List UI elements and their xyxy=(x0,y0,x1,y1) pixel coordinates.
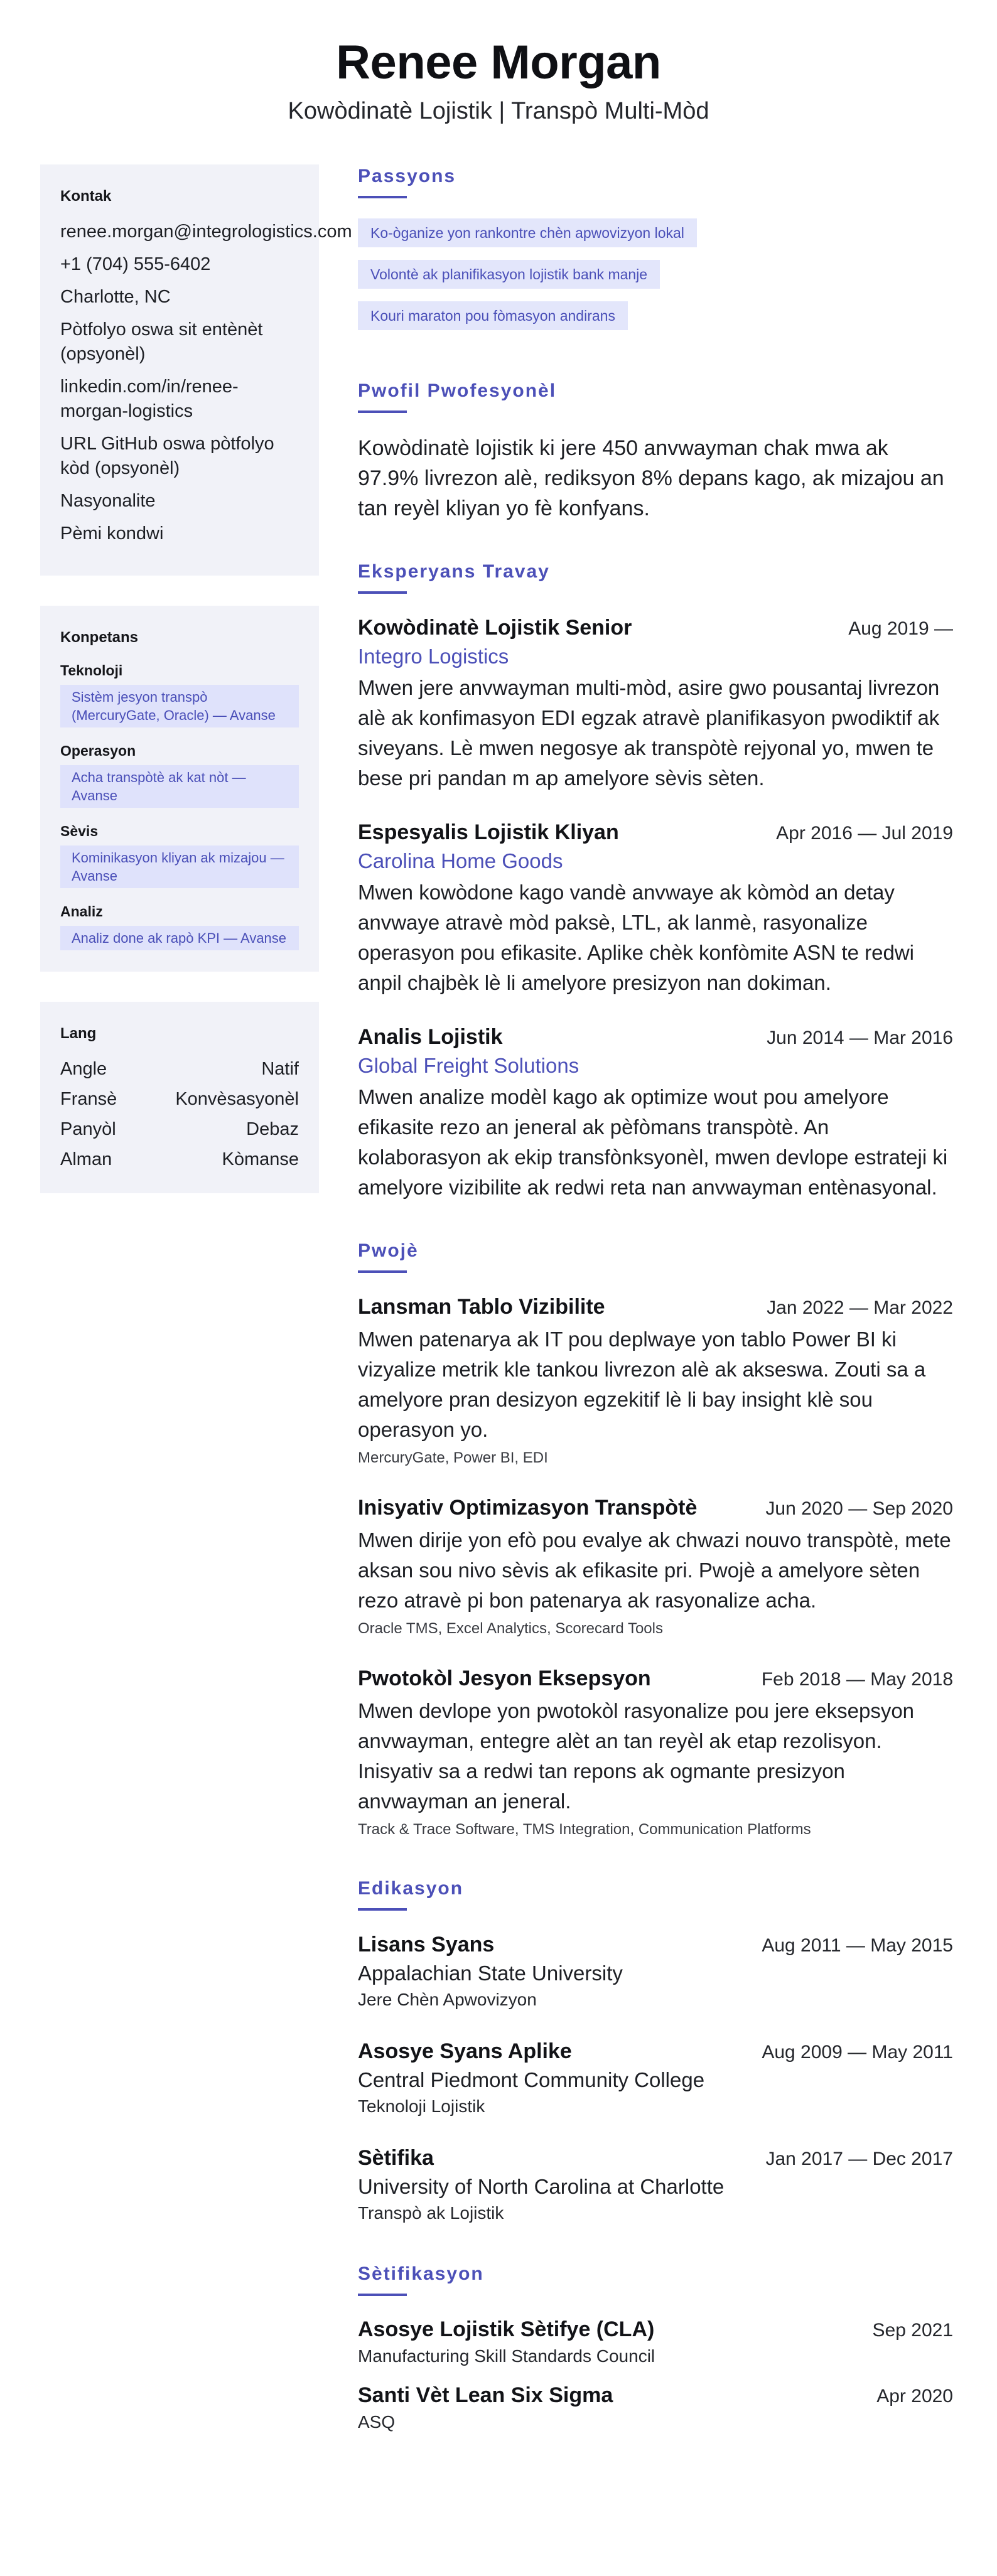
resume-header xyxy=(0,33,997,127)
certification-issuer: Manufacturing Skill Standards Council xyxy=(358,2346,655,2366)
project-tools: Oracle TMS, Excel Analytics, Scorecard Tools xyxy=(358,1620,663,1637)
section-title: Pwofil Pwofesyonèl xyxy=(358,380,557,401)
skill-tag: Acha transpòtè ak kat nòt — Avanse xyxy=(60,765,299,808)
skill-tag: Sistèm jesyon transpò (MercuryGate, Oracle) — Avanse xyxy=(60,685,299,727)
section-title: Passyons xyxy=(358,166,456,186)
project-entry xyxy=(358,1494,953,1640)
profile-summary: Kowòdinatè lojistik ki jere 450 anvwayman chak mwa ak 97.9% livrezon alè, rediksyon 8% depans kago, ak mizajou an tan reyèl kliyan yo fè konfyans. xyxy=(358,436,944,520)
contact-nationality: Nasyonalite xyxy=(60,491,156,511)
project-entry xyxy=(358,1665,953,1840)
section-divider xyxy=(358,1908,407,1911)
passion-tag: Kouri maraton pou fòmasyon andirans xyxy=(358,301,628,330)
section-title: Edikasyon xyxy=(358,1878,464,1899)
education-entry xyxy=(358,2037,953,2119)
skills-title: Konpetans xyxy=(60,629,139,646)
company-name: Carolina Home Goods xyxy=(358,849,563,872)
experience-entry xyxy=(358,1023,953,1203)
job-title: Kowòdinatè Lojistik Senior xyxy=(358,616,632,640)
project-name: Pwotokòl Jesyon Eksepsyon xyxy=(358,1666,651,1690)
project-name: Inisyativ Optimizasyon Transpòtè xyxy=(358,1496,698,1520)
experience-entry xyxy=(358,818,953,998)
skill-tag: Analiz done ak rapò KPI — Avanse xyxy=(60,926,299,950)
job-description: Mwen analize modèl kago ak optimize wout pou amelyore efikasite rezo an jeneral ak pèfòmans transpòtè. An kolaborasyon ak ekip transfònksyonèl, mwen devlope estrateji ki amelyore vizibilite ak redwi reta nan anvwayman entènasyonal. xyxy=(358,1085,948,1199)
section-divider xyxy=(358,1270,407,1273)
languages-title: Lang xyxy=(60,1025,97,1042)
education-section xyxy=(358,1877,953,2226)
project-dates: Jun 2020 — Sep 2020 xyxy=(765,1498,953,1519)
contact-email[interactable]: renee.morgan@integrologistics.com xyxy=(60,222,352,242)
passions-section xyxy=(358,164,953,343)
job-dates: Aug 2019 — xyxy=(848,618,953,639)
skill-category: Teknoloji xyxy=(60,662,123,679)
job-dates: Jun 2014 — Mar 2016 xyxy=(767,1028,953,1048)
job-title: Espesyalis Lojistik Kliyan xyxy=(358,820,619,844)
certification-date: Apr 2020 xyxy=(876,2386,953,2407)
section-title: Pwojè xyxy=(358,1240,419,1261)
certification-entry xyxy=(358,2382,953,2434)
company-name: Global Freight Solutions xyxy=(358,1054,579,1077)
certification-entry xyxy=(358,2316,953,2368)
education-dates: Aug 2011 — May 2015 xyxy=(762,1935,953,1956)
project-description: Mwen dirije yon efò pou evalye ak chwazi nouvo transpòtè, mete aksan sou nivo sèvis ak efikasite pri. Pwojè a amelyore sèten rezo atravè pi bon patenarya ak rasyonalize acha. xyxy=(358,1528,951,1612)
language-level: Natif xyxy=(261,1059,299,1079)
languages-card xyxy=(40,1002,319,1193)
field-of-study: Teknoloji Lojistik xyxy=(358,2096,485,2116)
job-description: Mwen kowòdone kago vandè anvwaye ak kòmòd an detay anvwaye atravè mòd paksè, LTL, ak lanmè, rasyonalize operasyon pou efikasite. Aplike chèk konfòmite ASN te redwi anpil chajbèk lè li amelyore presizyon nan dokiman. xyxy=(358,881,914,994)
project-tools: MercuryGate, Power BI, EDI xyxy=(358,1449,548,1466)
experience-section xyxy=(358,560,953,1203)
education-entry xyxy=(358,1931,953,2012)
language-name: Angle xyxy=(60,1059,107,1079)
skill-group xyxy=(60,741,299,808)
section-title: Sètifikasyon xyxy=(358,2263,484,2284)
projects-section xyxy=(358,1239,953,1840)
school-name: Central Piedmont Community College xyxy=(358,2068,705,2091)
company-name: Integro Logistics xyxy=(358,645,509,668)
language-level: Konvèsasyonèl xyxy=(175,1089,299,1109)
language-row xyxy=(60,1057,299,1081)
skill-group xyxy=(60,822,299,888)
section-divider xyxy=(358,411,407,413)
project-dates: Feb 2018 — May 2018 xyxy=(761,1669,953,1690)
school-name: University of North Carolina at Charlotte xyxy=(358,2175,725,2198)
field-of-study: Jere Chèn Apwovizyon xyxy=(358,1990,537,2009)
education-dates: Jan 2017 — Dec 2017 xyxy=(765,2149,953,2169)
contact-location: Charlotte, NC xyxy=(60,287,171,307)
sidebar xyxy=(40,164,352,1223)
candidate-name: Renee Morgan xyxy=(336,36,661,89)
contact-phone[interactable]: +1 (704) 555-6402 xyxy=(60,254,211,274)
project-dates: Jan 2022 — Mar 2022 xyxy=(767,1297,953,1318)
certification-issuer: ASQ xyxy=(358,2412,396,2432)
degree-name: Asosye Syans Aplike xyxy=(358,2039,572,2063)
certification-name: Asosye Lojistik Sètifye (CLA) xyxy=(358,2317,655,2341)
job-dates: Apr 2016 — Jul 2019 xyxy=(776,823,953,844)
contact-card xyxy=(40,164,352,576)
job-description: Mwen jere anvwayman multi-mòd, asire gwo pousantaj livrezon alè ak konfimasyon EDI egzak atravè planifikasyon pwodiktif ak siveyans. Lè mwen negosye ak transpòtè rejyonal yo, mwen te bese pri pandan m ap amelyore sèvis sèten. xyxy=(358,676,940,790)
language-name: Panyòl xyxy=(60,1119,116,1139)
language-level: Debaz xyxy=(246,1119,299,1139)
contact-portfolio: Pòtfolyo oswa sit entènèt (opsyonèl) xyxy=(60,319,263,364)
section-divider xyxy=(358,591,407,594)
language-name: Fransè xyxy=(60,1089,117,1109)
field-of-study: Transpò ak Lojistik xyxy=(358,2203,504,2223)
profile-section xyxy=(358,379,953,523)
skill-group xyxy=(60,661,299,727)
candidate-headline: Kowòdinatè Lojistik | Transpò Multi-Mòd xyxy=(288,98,709,124)
job-title: Analis Lojistik xyxy=(358,1025,503,1049)
passion-list xyxy=(358,218,953,343)
main-content xyxy=(358,164,953,2471)
project-description: Mwen devlope yon pwotokòl rasyonalize pou jere eksepsyon anvwayman, entegre alèt an tan reyèl ak etap rezolisyon. Inisyativ sa a redwi tan repons ak ogmante presizyon anvwayman an jeneral. xyxy=(358,1699,915,1813)
contact-linkedin[interactable]: linkedin.com/in/renee-morgan-logistics xyxy=(60,377,239,421)
project-name: Lansman Tablo Vizibilite xyxy=(358,1295,605,1319)
certifications-section xyxy=(358,2262,953,2434)
education-entry xyxy=(358,2144,953,2226)
skill-category: Sèvis xyxy=(60,823,99,839)
education-dates: Aug 2009 — May 2011 xyxy=(762,2042,953,2063)
section-divider xyxy=(358,2294,407,2296)
degree-name: Sètifika xyxy=(358,2146,434,2170)
skill-category: Operasyon xyxy=(60,743,136,759)
experience-entry xyxy=(358,614,953,793)
skill-tag: Kominikasyon kliyan ak mizajou — Avanse xyxy=(60,845,299,888)
skill-category: Analiz xyxy=(60,903,103,920)
degree-name: Lisans Syans xyxy=(358,1933,495,1956)
contact-license: Pèmi kondwi xyxy=(60,523,164,544)
skill-group xyxy=(60,902,299,950)
language-name: Alman xyxy=(60,1149,112,1169)
section-title: Eksperyans Travay xyxy=(358,561,550,582)
passion-tag: Volontè ak planifikasyon lojistik bank manje xyxy=(358,260,660,289)
skills-card xyxy=(40,606,319,972)
contact-github: URL GitHub oswa pòtfolyo kòd (opsyonèl) xyxy=(60,434,274,478)
contact-title: Kontak xyxy=(60,188,112,205)
language-row xyxy=(60,1087,299,1112)
language-row xyxy=(60,1117,299,1142)
project-entry xyxy=(358,1293,953,1469)
project-tools: Track & Trace Software, TMS Integration, Communication Platforms xyxy=(358,1821,811,1838)
language-level: Kòmanse xyxy=(222,1149,299,1169)
language-row xyxy=(60,1147,299,1172)
section-divider xyxy=(358,196,407,198)
school-name: Appalachian State University xyxy=(358,1962,623,1985)
certification-name: Santi Vèt Lean Six Sigma xyxy=(358,2383,613,2407)
project-description: Mwen patenarya ak IT pou deplwaye yon tablo Power BI ki vizyalize metrik kle tankou livrezon alè ak akseswa. Zouti sa a amelyore pran desizyon egzekitif lè li bay insight klè sou operasyon yo. xyxy=(358,1328,926,1441)
passion-tag: Ko-òganize yon rankontre chèn apwovizyon lokal xyxy=(358,218,697,247)
certification-date: Sep 2021 xyxy=(872,2320,953,2341)
